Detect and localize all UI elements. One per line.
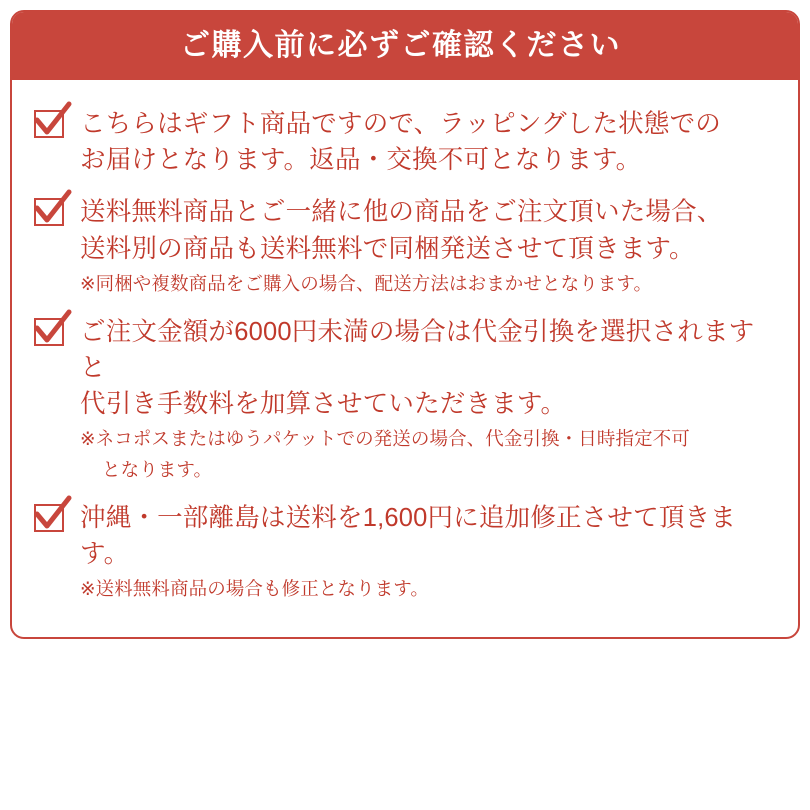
note-line: 沖縄・一部離島は送料を1,600円に追加修正させて頂きます。 [80, 503, 736, 569]
note-line: こちらはギフト商品ですので、ラッピングした状態での [80, 110, 721, 138]
list-item-text [80, 314, 776, 484]
note-subline: ※ネコポスまたはゆうパケットでの発送の場合、代金引換・日時指定不可 [80, 428, 690, 450]
note-line: 送料無料商品とご一緒に他の商品をご注文頂いた場合、 [80, 198, 723, 227]
bottom-spacer [10, 639, 800, 799]
checkbox-checked-icon [34, 500, 80, 532]
page-title: ご購入前に必ずご確認ください [180, 29, 621, 62]
list-item [34, 314, 776, 484]
notice-panel [10, 10, 800, 639]
note-subline-indent-text: となります。 [102, 459, 213, 481]
list-item-text [80, 500, 776, 603]
list-item-text [80, 194, 776, 297]
note-subline-indent [80, 457, 776, 484]
notice-list [12, 80, 798, 637]
note-line: 送料別の商品も送料無料で同梱発送させて頂きます。 [80, 234, 695, 263]
note-subline: ※送料無料商品の場合も修正となります。 [80, 578, 429, 600]
list-item [34, 106, 776, 178]
note-line: ご注文金額が6000円未満の場合は代金引換を選択されますと [80, 317, 755, 382]
checkbox-checked-icon [34, 106, 80, 138]
checkbox-checked-icon [34, 314, 80, 346]
note-line: お届けとなります。返品・交換不可となります。 [80, 146, 642, 175]
list-item-text [80, 106, 776, 178]
checkbox-checked-icon [34, 194, 80, 226]
list-item [34, 500, 776, 603]
note-subline: ※同梱や複数商品をご購入の場合、配送方法はおまかせとなります。 [80, 272, 653, 294]
list-item [34, 194, 776, 297]
notice-header [12, 12, 798, 80]
note-line: 代引き手数料を加算させていただきます。 [80, 390, 567, 419]
